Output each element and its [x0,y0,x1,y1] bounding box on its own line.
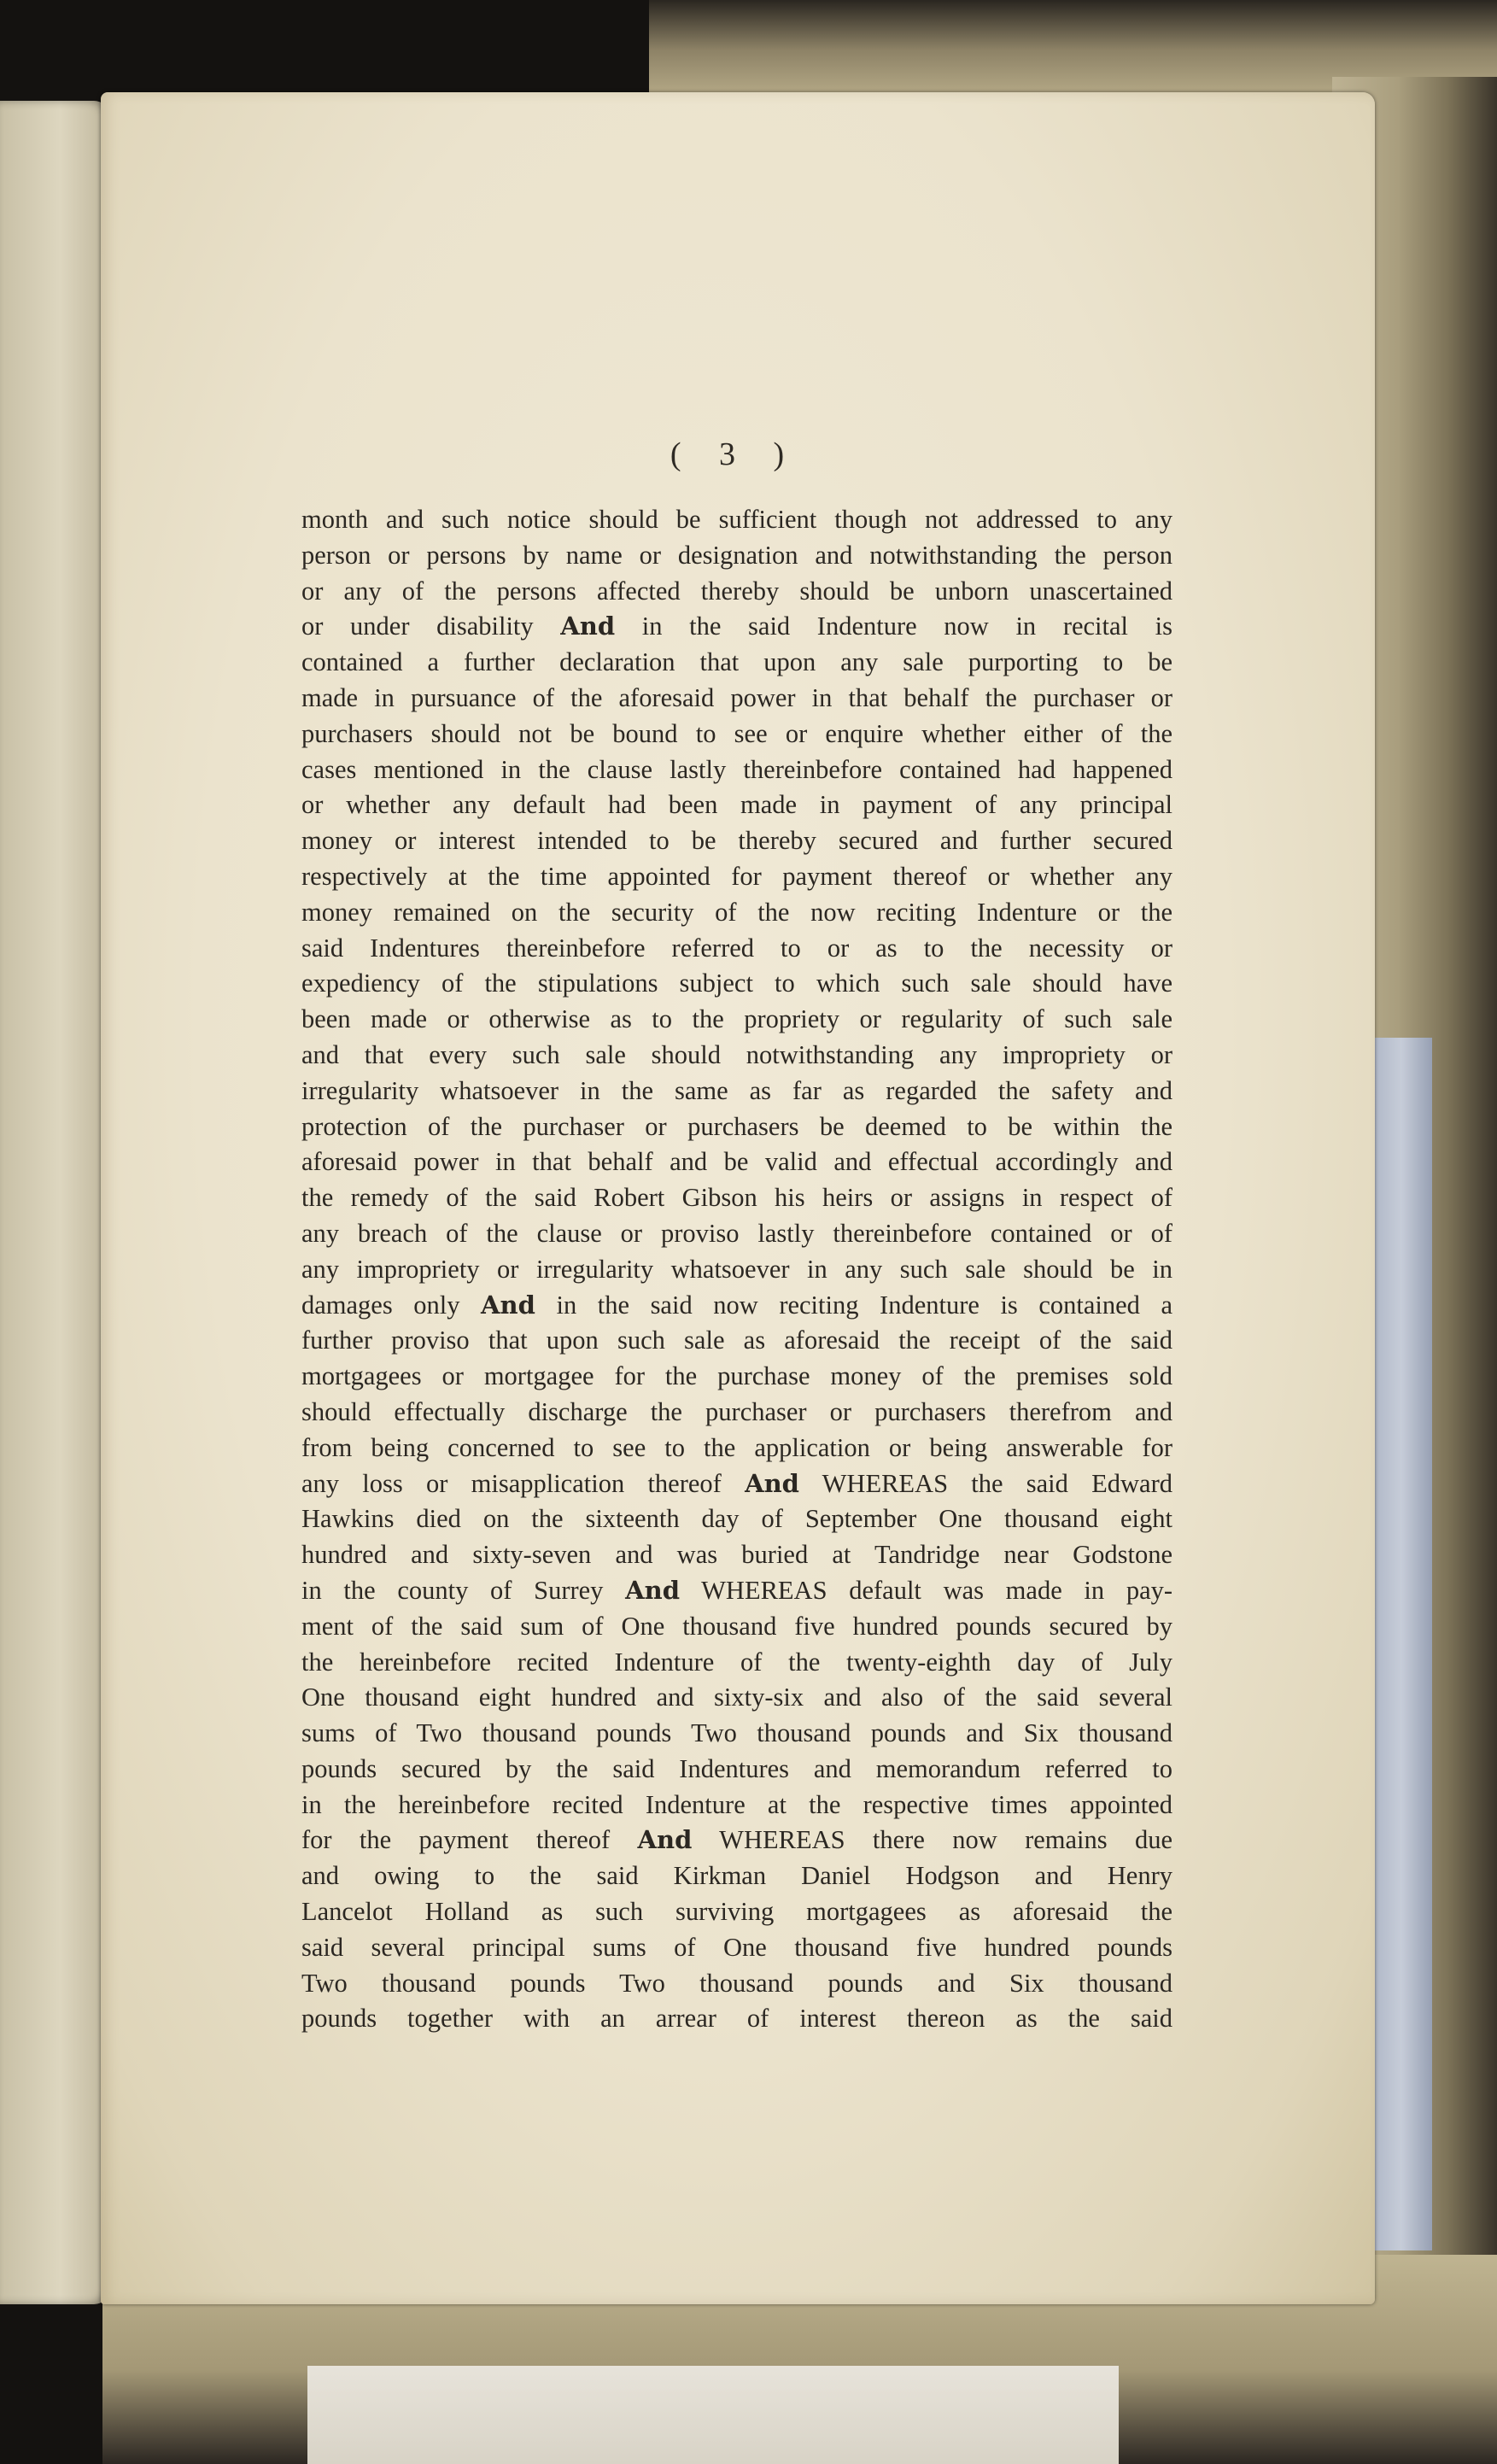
text-fragment: WHEREAS there now remains due [692,1825,1172,1855]
text-fragment: in the said now reciting Indenture is contained a [535,1290,1172,1320]
text-line: money or interest intended to be thereby secured and further secured [301,826,1172,856]
text-line: One thousand eight hundred and sixty-six and also of the said several [301,1683,1172,1712]
document-page [101,92,1375,2304]
text-line: aforesaid power in that behalf and be valid and effectual accordingly and [301,1147,1172,1177]
text-line: contained a further declaration that upon any sale purporting to be [301,647,1172,677]
text-line: mortgagees or mortgagee for the purchase money of the premises sold [301,1361,1172,1391]
blackletter-word: And [560,612,616,641]
text-line: and owing to the said Kirkman Daniel Hodgson and Henry [301,1861,1172,1891]
text-line: any impropriety or irregularity whatsoever in any such sale should be in [301,1254,1172,1284]
text-line: or whether any default had been made in payment of any principal [301,790,1172,820]
text-line: from being concerned to see to the application or being answerable for [301,1432,1172,1462]
text-line: the hereinbefore recited Indenture of the twenty-eighth day of July [301,1647,1172,1677]
blackletter-word: And [481,1290,535,1320]
text-line: sums of Two thousand pounds Two thousand pounds and Six thousand [301,1718,1172,1748]
text-line: Two thousand pounds Two thousand pounds and Six thousand [301,1968,1172,1998]
text-line: or any of the persons affected thereby should be unborn unascertained [301,576,1172,606]
text-line: should effectually discharge the purchaser or purchasers therefrom and [301,1396,1172,1426]
text-line: said Indentures thereinbefore referred to or as to the necessity or [301,933,1172,963]
text-line: purchasers should not be bound to see or enquire whether either of the [301,718,1172,748]
text-fragment: damages only [301,1290,482,1320]
text-line: person or persons by name or designation and notwithstanding the person [301,540,1172,570]
text-line: hundred and sixty-seven and was buried at Tandridge near Godstone [301,1540,1172,1570]
text-line: Hawkins died on the sixteenth day of September One thousand eight [301,1504,1172,1534]
text-line [301,1823,1172,1858]
text-line: said several principal sums of One thousand five hundred pounds [301,1932,1172,1962]
blue-insert-sheet [1371,1038,1432,2250]
text-fragment: in the county of Surrey [301,1575,626,1605]
text-line: further proviso that upon such sale as aforesaid the receipt of the said [301,1326,1172,1355]
text-line [301,1466,1172,1502]
blackletter-word: And [625,1575,680,1605]
text-line: ment of the said sum of One thousand five hundred pounds secured by [301,1611,1172,1641]
text-line: been made or otherwise as to the propriety or regularity of such sale [301,1004,1172,1034]
blackletter-word: And [745,1468,799,1498]
text-line [301,1288,1172,1324]
text-fragment: in the said Indenture now in recital is [615,612,1172,641]
body-text [301,502,1172,2037]
text-line: in the hereinbefore recited Indenture at the respective times appointed [301,1789,1172,1819]
text-line: protection of the purchaser or purchasers be deemed to be within the [301,1111,1172,1141]
left-facing-page [0,101,109,2304]
text-line: cases mentioned in the clause lastly thereinbefore contained had happened [301,754,1172,784]
loose-paper-sheet [307,2366,1119,2464]
text-line: Lancelot Holland as such surviving mortgagees as aforesaid the [301,1897,1172,1927]
text-line [301,1573,1172,1609]
text-line: any breach of the clause or proviso lastly thereinbefore contained or of [301,1218,1172,1248]
text-line: expediency of the stipulations subject to which such sale should have [301,969,1172,998]
text-line: pounds secured by the said Indentures and memorandum referred to [301,1753,1172,1783]
text-fragment: WHEREAS default was made in pay- [680,1575,1172,1605]
text-line: respectively at the time appointed for payment thereof or whether any [301,861,1172,891]
text-fragment: for the payment thereof [301,1825,638,1855]
page-number: ( 3 ) [670,436,788,472]
text-line: made in pursuance of the aforesaid power in that behalf the purchaser or [301,682,1172,712]
text-fragment: any loss or misapplication thereof [301,1468,746,1498]
text-fragment: WHEREAS the said Edward [798,1468,1172,1498]
text-line: and that every such sale should notwithstanding any impropriety or [301,1039,1172,1069]
text-fragment: or under disability [301,612,561,641]
text-line: irregularity whatsoever in the same as far as regarded the safety and [301,1075,1172,1105]
text-line: money remained on the security of the now reciting Indenture or the [301,897,1172,927]
blackletter-word: And [637,1825,693,1855]
text-line: month and such notice should be sufficient though not addressed to any [301,505,1172,534]
text-line [301,609,1172,645]
text-line: pounds together with an arrear of interest thereon as the said [301,2004,1172,2034]
text-line: the remedy of the said Robert Gibson his heirs or assigns in respect of [301,1183,1172,1213]
